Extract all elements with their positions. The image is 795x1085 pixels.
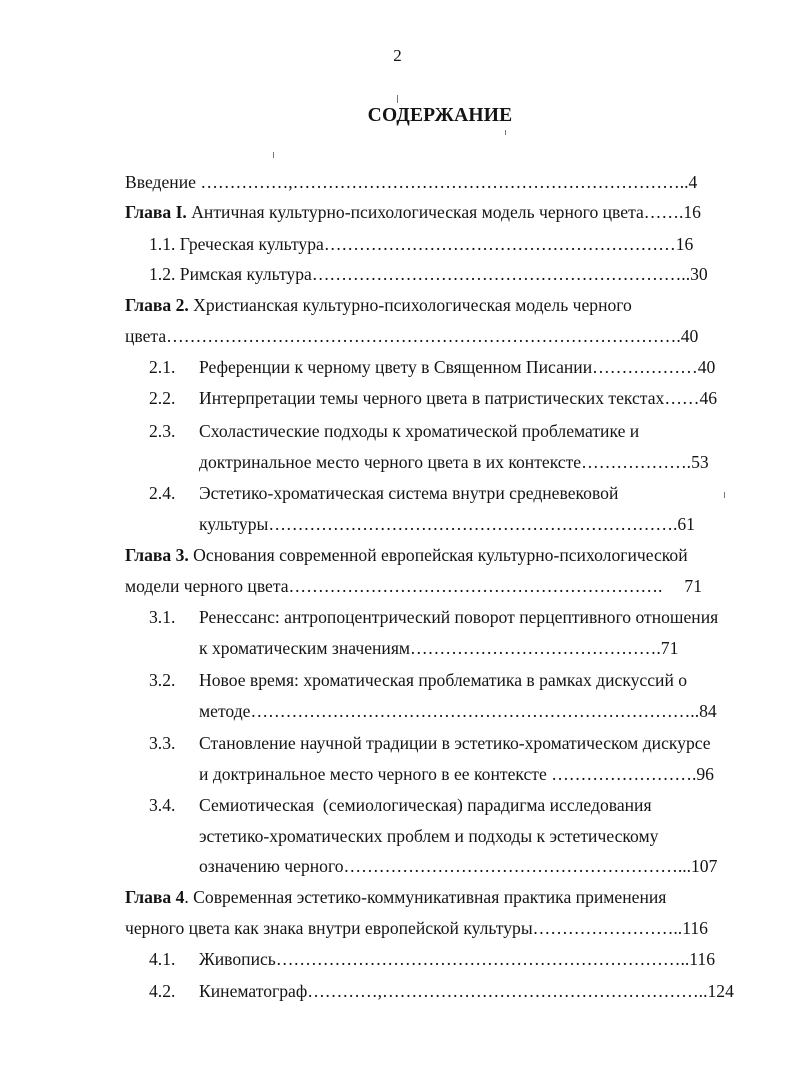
scan-speck — [397, 95, 398, 103]
toc-section-3-1-cont: к хроматическим значениям…………………………………….71 — [199, 638, 679, 658]
toc-section-3-2: Новое время: хроматическая проблематика в рамках дискуссий о — [199, 670, 688, 690]
toc-section-2-1: Референции к черному цвету в Священном Писании………………40 — [199, 357, 716, 377]
toc-section-3-3-cont: и доктринальное место черного в ее контексте …………………….96 — [199, 764, 714, 784]
toc-chapter-1 — [125, 201, 701, 223]
section-number: 3.3. — [149, 733, 176, 753]
section-number: 2.1. — [149, 357, 176, 377]
page-number: 2 — [393, 46, 402, 65]
section-number: 2.2. — [149, 388, 176, 408]
toc-section-2-3: Схоластические подходы к хроматической проблематике и — [199, 421, 640, 441]
toc-chapter-3 — [125, 544, 688, 566]
scan-speck — [273, 152, 274, 158]
toc-section-3-3: Становление научной традиции в эстетико-хроматическом дискурсе — [199, 733, 711, 753]
page-title: СОДЕРЖАНИЕ — [367, 105, 513, 126]
toc-section-4-1: Живопись……………………………………………………………..116 — [199, 949, 716, 969]
toc-chapter-4 — [125, 886, 666, 908]
scan-speck — [724, 492, 725, 498]
toc-section-3-4-cont: эстетико-хроматических проблем и подходы к эстетическому — [199, 826, 659, 846]
toc-section-2-4-cont: культуры…………………………………………………………….61 — [199, 514, 695, 534]
toc-chapter-2-cont: цвета…………………………………………………………………………….40 — [125, 326, 699, 346]
toc-section-2-3-cont: доктринальное место черного цвета в их контексте……………….53 — [199, 452, 709, 472]
toc-section-3-2-cont: методе…………………………………………………………………..84 — [199, 701, 717, 721]
toc-section-2-2: Интерпретации темы черного цвета в патристических текстах……46 — [199, 388, 718, 408]
toc-section-4-2: Кинематограф…………,………………………………………………..124 — [199, 981, 734, 1001]
section-number: 3.2. — [149, 670, 176, 690]
toc-chapter-3-cont: модели черного цвета………………………………………………………. 71 — [125, 576, 703, 596]
section-number: 4.1. — [149, 949, 176, 969]
chapter-title: Античная культурно-психологическая модель черного цвета…….16 — [186, 202, 701, 222]
toc-section-3-4-cont2: означению черного…………………………………………………...107 — [199, 856, 718, 876]
chapter-label: Глава 2. — [125, 295, 189, 315]
toc-entry-intro: Введение ……………,…………………………………………………………..4 — [125, 172, 698, 192]
toc-chapter-4-cont: черного цвета как знака внутри европейской культуры……………………..116 — [125, 918, 708, 938]
toc-section-2-4: Эстетико-хроматическая система внутри средневековой — [199, 483, 619, 503]
chapter-title: Основания современной европейская культурно-психологической — [188, 545, 688, 565]
toc-chapter-2 — [125, 294, 632, 316]
chapter-label: Глава 3. — [125, 545, 189, 565]
section-number: 3.1. — [149, 607, 176, 627]
toc-section-1-1: 1.1. Греческая культура……………………………………………………16 — [149, 234, 694, 254]
chapter-label: Глава I. — [125, 202, 187, 222]
section-number: 2.4. — [149, 483, 176, 503]
toc-section-3-1: Ренессанс: антропоцентрический поворот перцептивного отношения — [199, 607, 719, 627]
chapter-label: Глава 4 — [125, 887, 185, 907]
toc-section-1-2: 1.2. Римская культура………………………………………………………..30 — [149, 264, 708, 284]
section-number: 4.2. — [149, 981, 176, 1001]
section-number: 2.3. — [149, 421, 176, 441]
toc-section-3-4: Семиотическая (семиологическая) парадигма исследования — [199, 795, 652, 815]
chapter-title: Христианская культурно-психологическая модель черного — [188, 295, 632, 315]
section-number: 3.4. — [149, 795, 176, 815]
chapter-title: . Современная эстетико-коммуникативная практика применения — [184, 887, 667, 907]
scan-speck — [505, 130, 506, 135]
